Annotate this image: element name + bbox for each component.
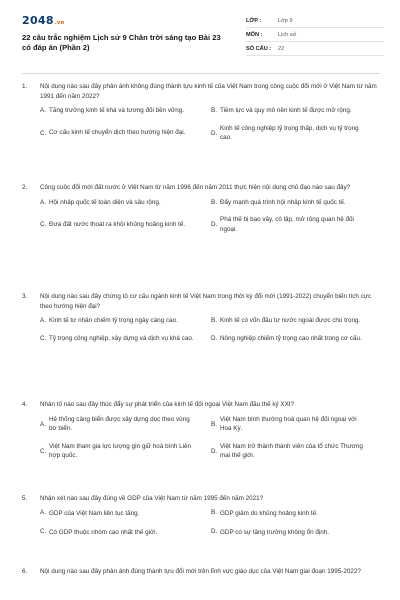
question-number: 4. [22,401,28,408]
question-5 [22,494,382,538]
question-text: Nội dung nào sau đây chứng tỏ cơ cấu ngành kinh tế Việt Nam trong thời kỳ đổi mới (1991-2022) chuyển biến tích cực theo hướng hiện đại? [40,293,372,310]
option-label: A. [40,107,46,115]
meta-key: SỐ CÂU : [246,45,272,52]
option-text: Hội nhập quốc tế toàn diện và sâu rộng. [49,198,161,206]
option-text: Tăng trưởng kinh tế khá và tương đối bền vững. [49,107,185,114]
document-title: 22 câu trắc nghiệm Lịch sử 9 Chân trời sáng tạo Bài 23 có đáp án (Phần 2) [22,33,221,52]
options [40,106,382,143]
question-4 [22,400,382,461]
option-text: Hệ thống cảng biển được xây dựng dọc theo vùng bờ biển. [49,415,190,432]
option-text: Kinh tế tư nhân chiếm tỷ trọng ngày càng cao. [49,317,178,324]
option-c[interactable] [40,215,211,234]
option-text: Nông nghiệp chiếm tỷ trọng cao nhất trong cơ cấu. [220,334,362,342]
meta-value: 22 [278,45,285,52]
site-logo[interactable] [22,14,64,27]
option-c[interactable] [40,334,211,344]
option-text: GDP có sự tăng trưởng không ổn định. [220,529,330,536]
option-b[interactable] [211,415,382,434]
option-text: Kinh tế công nghiệp tỷ trọng thấp, dịch vụ tỷ trọng cao. [220,124,359,141]
option-label: A. [40,198,46,206]
option-text: Có GDP thuộc nhóm cao nhất thế giới. [49,529,158,536]
options [40,198,382,235]
question-number: 3. [22,293,28,300]
option-text: GDP của Việt Nam liên tục tăng. [49,509,140,517]
option-label: C. [40,221,47,228]
meta-row-grade [246,14,384,28]
meta-table [246,14,384,56]
option-b[interactable] [211,509,382,519]
option-label: B. [211,107,217,115]
option-text: Việt Nam bình thường hoá quan hệ đối ngoại với Hoa Kỳ. [220,415,357,432]
option-label: C. [40,528,47,535]
meta-value: Lịch sử [278,31,297,38]
option-d[interactable] [211,215,382,234]
option-label: C. [40,447,47,455]
question-text: Công cuộc đổi mới đất nước ở Việt Nam từ năm 1996 đến năm 2011 thực hiện nội dung chủ đạo nào sau đây? [40,184,351,191]
option-text: Kinh tế có vốn đầu tư nước ngoài được chú trọng. [220,317,361,324]
option-d[interactable] [211,528,382,538]
question-number: 5. [22,495,28,502]
option-b[interactable] [211,198,382,208]
option-label: B. [211,420,217,428]
option-text: Tỷ trọng công nghiệp, xây dựng và dịch vụ khá cao. [49,334,194,342]
option-a[interactable] [40,415,211,434]
option-label: A. [40,420,46,428]
option-label: A. [40,317,46,325]
meta-key: LỚP : [246,17,262,24]
option-c[interactable] [40,124,211,143]
option-label: C. [40,334,47,342]
question-number: 6. [22,568,28,575]
option-d[interactable] [211,442,382,461]
question-6 [22,567,382,577]
meta-key: MÔN : [246,31,263,38]
option-label: B. [211,198,217,206]
option-c[interactable] [40,528,211,538]
option-text: GDP giảm do khủng hoảng kinh tế. [220,509,318,517]
options [40,316,382,343]
question-1 [22,82,382,143]
option-label: D. [211,334,218,342]
question-number: 1. [22,83,28,90]
options [40,509,382,538]
option-text: Việt Nam tham gia lực lượng gìn giữ hoà bình Liên hợp quốc. [49,442,191,459]
option-label: D. [211,221,218,228]
question-text: Nội dung nào sau đây phản ánh không đúng thành tựu kinh tế của Việt Nam trong công cuộc đổi mới ở Việt Nam từ năm 1991 đến năm 2022? [40,83,377,100]
option-a[interactable] [40,316,211,326]
option-d[interactable] [211,334,382,344]
option-a[interactable] [40,509,211,519]
question-number: 2. [22,184,28,191]
question-text: Nhân tố nào sau đây thúc đẩy sự phát triển của kinh tế đối ngoại Việt Nam đầu thế kỷ XXI? [40,401,295,408]
option-text: Đưa đất nước thoát ra khỏi khủng hoảng kinh tế. [49,220,186,228]
question-text: Nội dung nào sau đây phản ánh đúng thành tựu đổi mới trên lĩnh vực giáo dục của Việt Nam giai đoạn 1995-2022? [40,568,361,575]
meta-value: Lớp 9 [278,17,293,24]
option-label: D. [211,447,218,455]
question-text: Nhận xét nào sau đây đúng về GDP của Việt Nam từ năm 1995 đến năm 2021? [40,495,264,502]
question-3 [22,292,382,343]
option-text: Cơ cấu kinh tế chuyển dịch theo hướng hiện đại. [49,129,186,137]
option-label: A. [40,508,46,516]
option-b[interactable] [211,316,382,326]
question-2 [22,183,382,234]
option-a[interactable] [40,106,211,116]
option-text: Đẩy mạnh quá trình hội nhập kinh tế quốc tế. [220,198,346,206]
logo-suffix: .vn [54,20,65,26]
options [40,415,382,461]
option-b[interactable] [211,106,382,116]
option-c[interactable] [40,442,211,461]
meta-row-count [246,42,384,56]
option-label: B. [211,508,217,516]
logo-text: 2048 [22,14,54,27]
option-label: C. [40,129,47,137]
option-label: D. [211,528,218,535]
option-text: Phá thế bị bao vây, cô lập, mở rộng quan hệ đối ngoại. [220,216,354,233]
option-label: B. [211,317,217,325]
option-label: D. [211,129,218,137]
option-a[interactable] [40,198,211,208]
option-text: Tiềm lực và quy mô nền kinh tế được mở rộng. [220,107,352,114]
option-text: Việt Nam trở thành thành viên của tổ chức Thương mại thế giới. [220,442,363,459]
header-divider [22,73,380,74]
meta-row-subject [246,28,384,42]
header [22,14,382,70]
option-d[interactable] [211,124,382,143]
